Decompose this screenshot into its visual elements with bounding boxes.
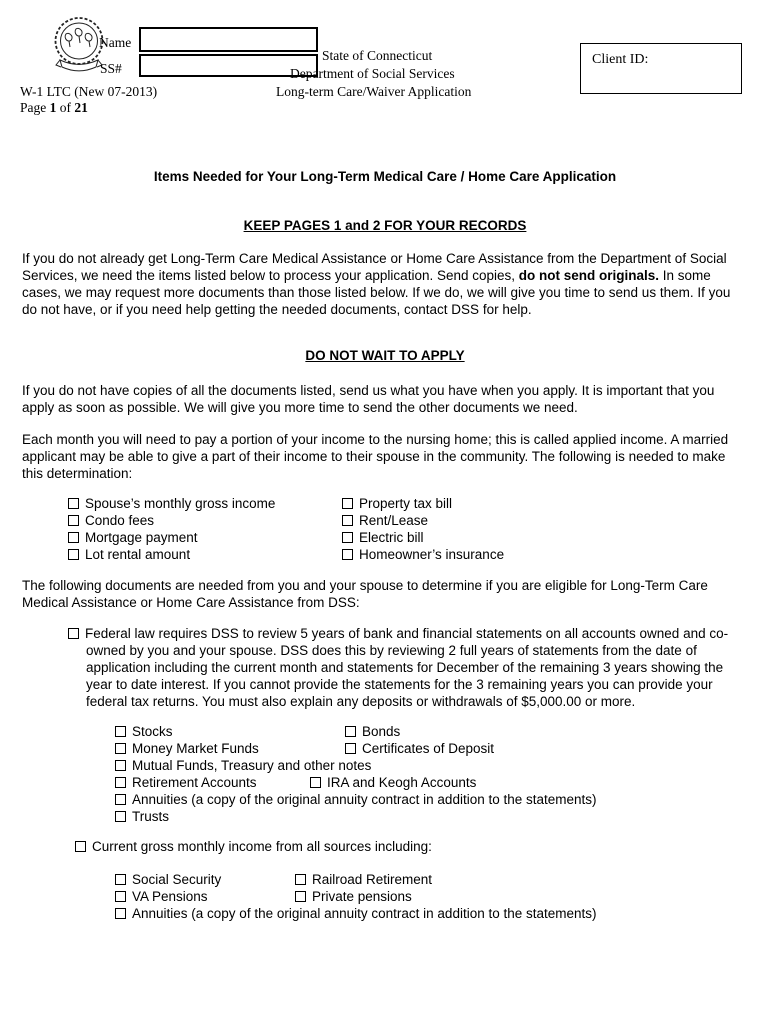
connecticut-seal-icon (53, 15, 105, 79)
checkbox-label: Stocks (132, 724, 173, 739)
list-item (22, 529, 748, 546)
checkbox-mortgage[interactable] (68, 532, 79, 543)
list-item (22, 905, 748, 922)
checkbox-va-pensions[interactable] (115, 891, 126, 902)
page-prefix: Page (20, 100, 50, 115)
checkbox-stocks[interactable] (115, 726, 126, 737)
checkbox-label: Mutual Funds, Treasury and other notes (132, 758, 372, 773)
checkbox-label: IRA and Keogh Accounts (327, 775, 477, 790)
ssn-label: SS# (100, 61, 122, 76)
checkbox-condo-fees[interactable] (68, 515, 79, 526)
checkbox-label: Retirement Accounts (132, 775, 257, 790)
intro-bold-text: do not send originals. (518, 268, 660, 283)
checkbox-private-pensions[interactable] (295, 891, 306, 902)
intro-paragraph (22, 250, 748, 318)
checkbox-annuities-income[interactable] (115, 908, 126, 919)
list-item (22, 740, 748, 757)
form-title: Long-term Care/Waiver Application (276, 84, 472, 99)
checkbox-homeowners-insurance[interactable] (342, 549, 353, 560)
page-total: 21 (74, 100, 88, 115)
agency-name: State of Connecticut (322, 48, 433, 63)
checkbox-lot-rental[interactable] (68, 549, 79, 560)
checkbox-money-market[interactable] (115, 743, 126, 754)
checkbox-annuities-financial[interactable] (115, 794, 126, 805)
list-item (22, 774, 748, 791)
checkbox-trusts[interactable] (115, 811, 126, 822)
checkbox-label: Lot rental amount (85, 547, 191, 562)
checkbox-label: Private pensions (312, 889, 412, 904)
name-input[interactable] (139, 27, 318, 52)
keep-pages-heading: KEEP PAGES 1 and 2 FOR YOUR RECORDS (243, 218, 527, 233)
list-item (22, 888, 748, 905)
checkbox-retirement-accounts[interactable] (115, 777, 126, 788)
apply-paragraph: If you do not have copies of all the documents listed, send us what you have when you apply. It is important that you apply as soon as possible. We will give you more time to send the other documents we need. (22, 383, 715, 415)
list-item (22, 871, 748, 888)
checkbox-federal-law[interactable] (68, 628, 79, 639)
checkbox-spouse-income[interactable] (68, 498, 79, 509)
federal-law-item (68, 625, 748, 710)
list-item (22, 791, 748, 808)
client-id-label: Client ID: (592, 52, 649, 67)
checkbox-label: Certificates of Deposit (362, 741, 495, 756)
checkbox-label: Spouse’s monthly gross income (85, 496, 276, 511)
client-id-field[interactable] (580, 43, 742, 94)
checkbox-label: Bonds (362, 724, 401, 739)
checkbox-social-security[interactable] (115, 874, 126, 885)
checkbox-label: Railroad Retirement (312, 872, 433, 887)
list-item (22, 757, 748, 774)
checkbox-label: Money Market Funds (132, 741, 259, 756)
applied-income-paragraph: Each month you will need to pay a portion of your income to the nursing home; this is called applied income. A married applicant may be able to give a part of their income to their spouse in the community. The following is needed to make this determination: (22, 432, 729, 481)
list-item (22, 512, 748, 529)
checkbox-bonds[interactable] (345, 726, 356, 737)
intro-text-1: If you do not already get Long-Term Care Medical Assistance or Home Care Assistance from the Department of Social Services, we need the items listed below to process your application. Send copies, (22, 251, 727, 283)
document-body (22, 120, 748, 922)
checkbox-label: Current gross monthly income from all sources including: (92, 839, 432, 854)
checkbox-railroad-retirement[interactable] (295, 874, 306, 885)
page-indicator (20, 99, 88, 116)
agency-department: Department of Social Services (290, 66, 455, 81)
checkbox-label: Property tax bill (359, 496, 453, 511)
page-connector: of (56, 100, 75, 115)
current-income-item (75, 838, 748, 855)
financial-checklist (22, 723, 748, 825)
page-number: 1 (49, 100, 57, 115)
checkbox-ira-keogh[interactable] (310, 777, 321, 788)
checkbox-label: Homeowner’s insurance (359, 547, 505, 562)
checkbox-mutual-funds[interactable] (115, 760, 126, 771)
checkbox-label: Rent/Lease (359, 513, 429, 528)
intro-text-2: In some cases, we may request more documents than those listed below. If we do, we will give you time to send us them. If you do not have, or if you need help getting the needed documents, contact DSS for help. (22, 268, 731, 317)
form-code: W-1 LTC (New 07-2013) (20, 84, 158, 99)
income-sources-checklist (22, 871, 748, 922)
list-item (22, 808, 748, 825)
documents-paragraph: The following documents are needed from you and your spouse to determine if you are eligible for Long-Term Care Medical Assistance or Home Care Assistance from DSS: (22, 578, 708, 610)
do-not-wait-heading: DO NOT WAIT TO APPLY (305, 348, 465, 363)
checkbox-label: Mortgage payment (85, 530, 198, 545)
checkbox-current-income[interactable] (75, 841, 86, 852)
list-item (22, 495, 748, 512)
checkbox-rent-lease[interactable] (342, 515, 353, 526)
checkbox-label: Condo fees (85, 513, 155, 528)
determination-checklist (22, 495, 748, 563)
checkbox-label: Trusts (132, 809, 169, 824)
checkbox-label: Electric bill (359, 530, 424, 545)
checkbox-label: Annuities (a copy of the original annuity contract in addition to the statements) (132, 792, 597, 807)
name-label: Name (99, 35, 132, 50)
checkbox-label: Social Security (132, 872, 222, 887)
checkbox-electric-bill[interactable] (342, 532, 353, 543)
page-title: Items Needed for Your Long-Term Medical Care / Home Care Application (153, 169, 617, 184)
checkbox-label: Federal law requires DSS to review 5 years of bank and financial statements on all accounts owned and co-owned by you and your spouse. DSS does this by reviewing 2 full years of statements from the date of application including the current month and statements for December of the remaining 3 years showing the year to date interest. If you cannot provide the statements for the 3 remaining years you can provide your federal tax returns. You must also explain any deposits or withdrawals of $5,000.00 or more. (85, 626, 729, 709)
checkbox-certificates-deposit[interactable] (345, 743, 356, 754)
list-item (22, 723, 748, 740)
checkbox-property-tax[interactable] (342, 498, 353, 509)
checkbox-label: Annuities (a copy of the original annuity contract in addition to the statements) (132, 906, 597, 921)
checkbox-label: VA Pensions (132, 889, 208, 904)
list-item (22, 546, 748, 563)
